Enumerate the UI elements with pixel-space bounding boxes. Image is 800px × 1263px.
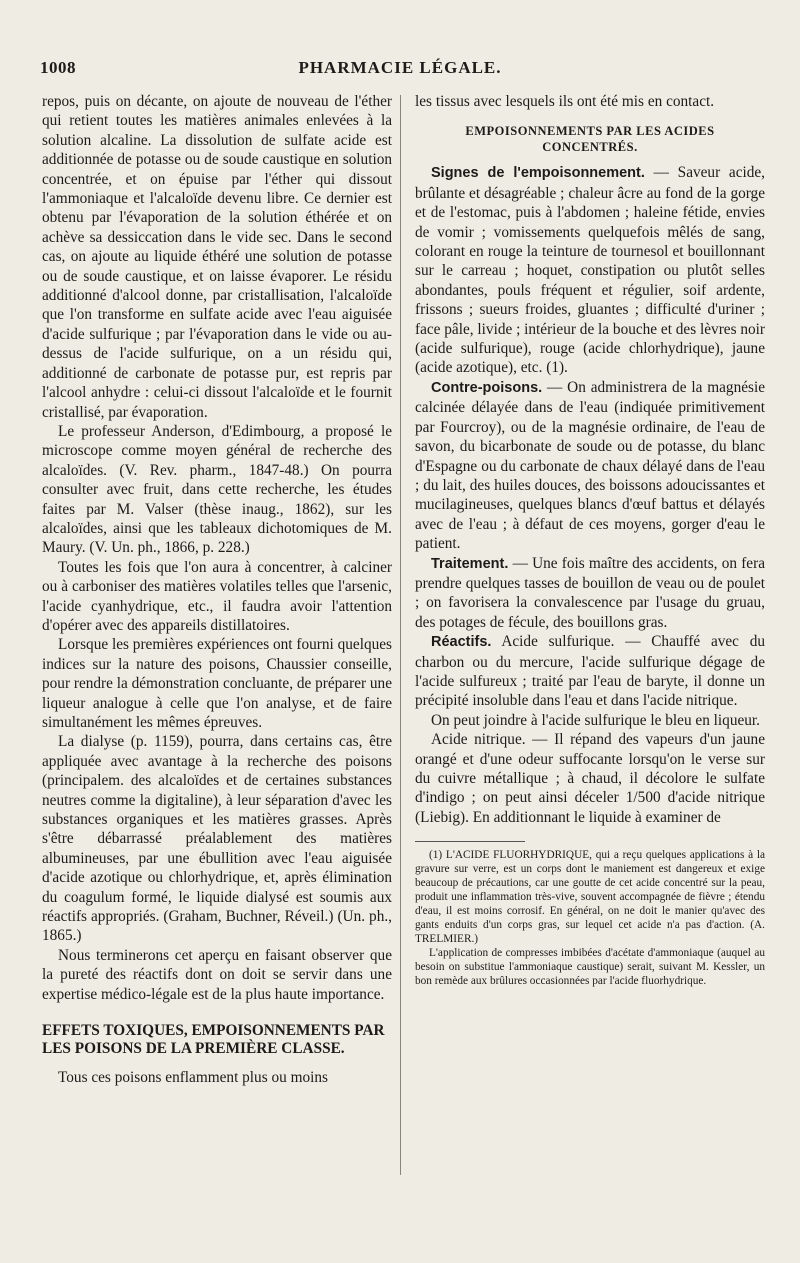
section-text: — Une fois maître des accidents, on fera prendre quelques tasses de bouillon de veau ou de poulet ; on favorisera la convalescence par l'usage du gruau, des potages de fécule, des bouillons gras. <box>415 554 765 631</box>
running-title: PHARMACIE LÉGALE. <box>298 58 502 77</box>
section-paragraph <box>415 632 765 711</box>
right-column <box>415 92 765 988</box>
section-title: Réactifs. <box>431 634 492 651</box>
column-rule <box>400 95 401 1175</box>
section-paragraph <box>415 163 765 377</box>
paragraph: Tous ces poisons enflamment plus ou moins <box>58 1069 329 1087</box>
section-text: — Saveur acide, brûlante et désagréable ; chaleur âcre au fond de la gorge et de l'estomac, puis à l'abdomen ; haleine fétide, envies de vomir ; vomissements quelquefois mêlés de sang, colorant en rouge la teinture de tournesol et bouillonnant sur le carreau ; hoquet, constipation ou plutôt selles abondantes, pouls fréquent et régulier, soif ardente, frissons ; sueurs froides, gluantes ; difficulté d'uriner ; face pâle, livide ; intérieur de la bouche et des lèvres noir (acide sulfurique), rouge (acide chlorhydrique), jaune (acide azotique), etc. (1). <box>415 164 765 377</box>
section-paragraph <box>415 554 765 633</box>
footnote-rule <box>415 841 525 842</box>
subsection-heading: EMPOISONNEMENTS PAR LES ACIDES CONCENTRÉS. <box>465 124 715 155</box>
footnote: (1) L'ACIDE FLUORHYDRIQUE, qui a reçu quelques applications à la gravure sur verre, est un corps dont le maniement est dangereux et exige beaucoup de précautions, car une goutte de cet acide concentré sur la peau, produit une inflammation très-vive, souvent accompagnée de fièvre ; étendu d'eau, il est moins corrosif. En général, on ne doit le manier qu'avec des gants enduits d'un corps gras, sur lequel cet acide n'a pas d'action. (A. TRELMIER.) <box>415 849 765 946</box>
paragraph: Le professeur Anderson, d'Edimbourg, a proposé le microscope comme moyen général de recherche des alcaloïdes. (V. Rev. pharm., 1847-48.) On pourra consulter avec fruit, dans cette recherche, les études faites par M. Valser (thèse inaug., 1862), sur les alcaloïdes, ainsi que les tableaux dichotomiques de M. Maury. (V. Un. ph., 1866, p. 228.) <box>42 422 392 557</box>
page-header <box>40 58 760 84</box>
section-title: Traitement. <box>431 555 509 572</box>
section-title: Contre-poisons. <box>431 379 543 396</box>
paragraph: les tissus avec lesquels ils ont été mis en contact. <box>415 93 715 110</box>
footnotes <box>415 848 765 988</box>
paragraph: La dialyse (p. 1159), pourra, dans certains cas, être appliquée avec avantage à la recherche des poisons (principalem. des alcaloïdes et de certaines substances neutres comme la digitaline), à leur séparation d'avec les substances organiques et les matières grasses. Après s'être débarrassé préalablement des matières albumineuses, par une ébullition avec l'eau aiguisée d'acide azotique ou chlorhydrique, et, après élimination du coagulum formé, le liquide dialysé est soumis aux réactifs appropriés. (Graham, Buchner, Réveil.) (Un. ph., 1865.) <box>42 733 392 945</box>
section-text: Acide sulfurique. — Chauffé avec du charbon ou du mercure, l'acide sulfurique dégage de l'acide sulfureux ; traité par l'eau de baryte, il donne un précipité insoluble dans l'eau et dans l'acide nitrique. <box>415 633 765 710</box>
paragraph: On peut joindre à l'acide sulfurique le bleu en liqueur. <box>431 711 760 729</box>
paragraph: Lorsque les premières expériences ont fourni quelques indices sur la nature des poisons, Chaussier conseille, pour rendre la démonstration concluante, de préparer une liqueur analogue à celle que l'on analyse, et de faire simultanément les mêmes épreuves. <box>42 636 392 731</box>
paragraph: Toutes les fois que l'on aura à concentrer, à calciner ou à carboniser des matières volatiles telles que l'arsenic, l'acide cyanhydrique, etc., il faudra avoir l'attention d'opérer avec des appareils distillatoires. <box>42 558 392 634</box>
paragraph: Acide nitrique. — Il répand des vapeurs d'un jaune orangé et d'une odeur suffocante lorsqu'on le verse sur du cuivre métallique ; à chaud, il décolore le sulfate d'indigo ; on peut ainsi déceler 1/500 d'acide nitrique (Liebig). En additionnant le liquide à examiner de <box>415 731 765 826</box>
section-title: Signes de l'empoisonnement. <box>431 165 645 182</box>
paragraph: Nous terminerons cet aperçu en faisant observer que la pureté des réactifs dont on doit se servir dans une expertise médico-légale est de la plus haute importance. <box>42 946 392 1003</box>
section-paragraph <box>415 378 765 554</box>
section-heading: EFFETS TOXIQUES, EMPOISONNEMENTS PAR LES POISONS DE LA PREMIÈRE CLASSE. <box>42 1022 385 1058</box>
page-number: 1008 <box>40 58 76 77</box>
footnote: L'application de compresses imbibées d'acétate d'ammoniaque (auquel au besoin on substitue l'ammoniaque caustique) serait, suivant M. Kessler, un bon remède aux brûlures occasionnées par l'acide fluorhydrique. <box>415 947 765 988</box>
left-column <box>42 92 392 1088</box>
paragraph: repos, puis on décante, on ajoute de nouveau de l'éther qui retient toutes les matières animales enlevées à la solution alcaline. La dissolution de sulfate acide est additionnée de potasse ou de soude caustique en solution concentrée, et on épuise par l'éther qui dissout l'ammoniaque et l'alcaloïde devenu libre. Ce dernier est obtenu par l'évaporation de la solution éthérée et on achève sa dessiccation dans le vide sec. Dans le second cas, on ajoute au liquide éthéré une solution de potasse ou de soude caustique, et on laisse évaporer. Le résidu additionné d'alcool donne, par cristallisation, l'alcaloïde que l'on transforme en sulfate acide avec l'eau aiguisée d'acide sulfurique ; par l'évaporation dans le vide ou au-dessus de l'acide sulfurique, on a un résidu qui, additionné de carbonate de potasse pur, est repris par l'alcool anhydre : celui-ci dissout l'alcaloïde et le fournit cristallisé, par évaporation. <box>42 93 392 421</box>
section-text: — On administrera de la magnésie calcinée délayée dans de l'eau (indiquée primitivement par Fourcroy), ou de la magnésie ordinaire, de l'eau de savon, du bicarbonate de soude ou de potasse, du blanc d'Espagne ou du carbonate de chaux délayé dans de l'eau ; du lait, des huiles douces, des boissons adoucissantes et mucilagineuses, quelques blancs d'œuf battus et délayés avec de l'eau ; à défaut de ces moyens, gorger d'eau le patient. <box>415 378 765 553</box>
